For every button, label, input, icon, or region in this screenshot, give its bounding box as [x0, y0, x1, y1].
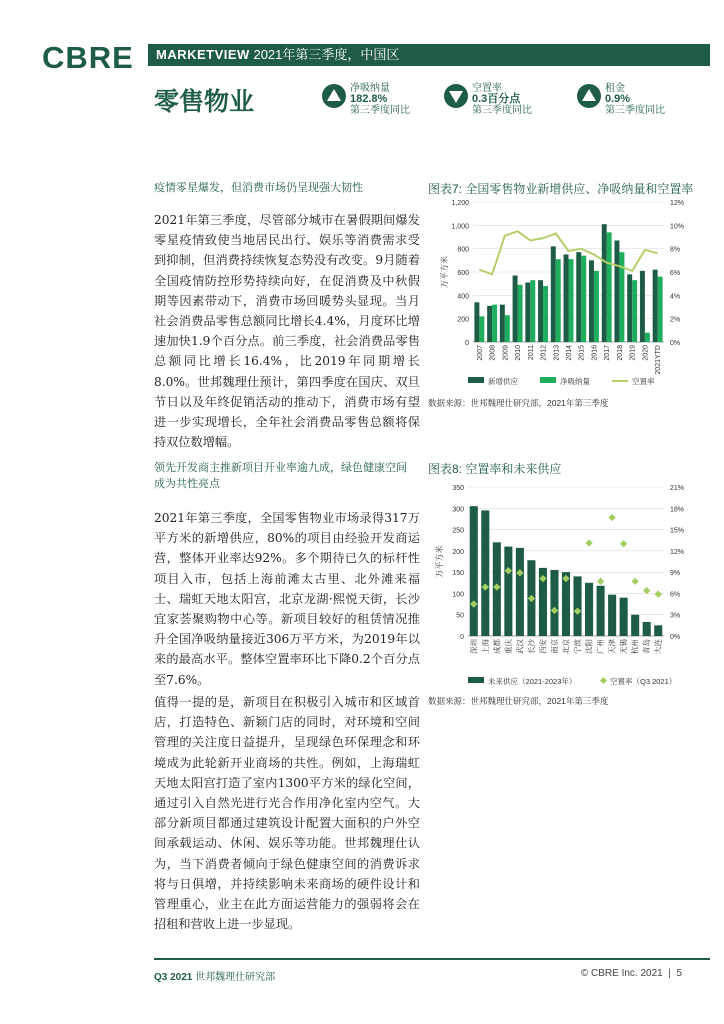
- x-tick-label: 2016: [591, 345, 599, 361]
- x-tick-label: 天津: [607, 639, 617, 654]
- y-tick-label: 1,000: [451, 223, 469, 231]
- bar-未来供应（2021-2023年）: [516, 548, 524, 636]
- y2-tick-label: 15%: [670, 527, 685, 535]
- kpi-label: 租金: [605, 83, 625, 94]
- up-arrow-icon: [322, 84, 346, 108]
- point-空置率（Q3 2021）: [608, 514, 615, 521]
- y2-tick-label: 0%: [670, 340, 681, 347]
- y2-tick-label: 12%: [670, 548, 685, 556]
- chart7-source: 数据来源：世邦魏理仕研究部，2021年第三季度: [428, 398, 609, 408]
- x-tick-label: 2013: [553, 345, 561, 361]
- bar-未来供应（2021-2023年）: [470, 506, 478, 636]
- bar-未来供应（2021-2023年）: [481, 510, 489, 636]
- bar-新增供应: [513, 276, 518, 343]
- x-tick-label: 2010: [515, 345, 523, 361]
- bar-新增供应: [653, 270, 658, 342]
- y-tick-label: 50: [456, 612, 464, 620]
- y-tick-label: 600: [457, 270, 469, 277]
- legend-label: 净吸纳量: [560, 377, 590, 386]
- up-arrow-icon: [577, 84, 601, 108]
- x-tick-label: 2012: [540, 345, 548, 361]
- y2-tick-label: 18%: [670, 506, 685, 514]
- footer-copyright: © CBRE Inc. 2021: [580, 968, 663, 979]
- bar-新增供应: [627, 274, 632, 342]
- x-tick-label: 沈阳: [584, 639, 594, 654]
- x-tick-label: 2019: [629, 345, 637, 361]
- bar-净吸纳量: [581, 256, 586, 342]
- legend-swatch: [468, 377, 484, 383]
- point-空置率（Q3 2021）: [655, 590, 662, 597]
- bar-未来供应（2021-2023年）: [620, 598, 628, 636]
- y-axis-label: 万平方米: [435, 545, 444, 578]
- x-tick-label: 2021YTD: [655, 345, 663, 375]
- section1-heading: 疫情零星爆发，但消费市场仍呈现强大韧性: [154, 182, 363, 194]
- y2-tick-label: 4%: [670, 293, 681, 301]
- x-tick-label: 2009: [502, 345, 510, 361]
- bar-未来供应（2021-2023年）: [597, 586, 605, 636]
- y-tick-label: 200: [452, 548, 464, 556]
- bar-净吸纳量: [556, 259, 561, 342]
- bar-净吸纳量: [632, 280, 637, 342]
- y-tick-label: 300: [452, 506, 464, 514]
- chart7-svg: [428, 194, 710, 390]
- y2-tick-label: 8%: [670, 246, 681, 254]
- bar-未来供应（2021-2023年）: [504, 547, 512, 636]
- x-tick-label: 2007: [476, 345, 484, 361]
- x-tick-label: 大连: [653, 639, 663, 654]
- legend-label: 新增供应: [488, 377, 518, 386]
- legend-swatch: [600, 677, 607, 684]
- section2-paragraph-2: 值得一提的是，新项目在积极引入城市和区域首店，打造特色、新颖门店的同时，对环境和空间管理的关注度日益提升，呈现绿色环保理念和环境成为此轮新开业商场的共性。例如，上海瑞虹天地太阳宫打造了室内1300平方米的绿化空间，通过引入自然光进行光合作用净化室内空气。大部分新项目都通过建筑设计配置大面积的户外空间承载运动、休闲、娱乐等功能。世邦魏理仕认为，当下消费者倾向于绿色健康空间的消费诉求将与日俱增，并持续影响未来商场的硬件设计和管理重心，业主在此方面运营能力的强弱将会在招租和营收上进一步显现。: [154, 695, 420, 932]
- bar-未来供应（2021-2023年）: [643, 622, 651, 636]
- bar-净吸纳量: [645, 333, 650, 342]
- y-tick-label: 0: [465, 340, 469, 347]
- point-空置率（Q3 2021）: [585, 539, 592, 546]
- bar-新增供应: [487, 306, 492, 342]
- legend-label: 空置率（Q3 2021）: [610, 677, 677, 686]
- x-tick-label: 武汉: [515, 639, 525, 654]
- down-arrow-icon: [444, 84, 468, 108]
- x-tick-label: 广州: [596, 639, 606, 654]
- point-空置率（Q3 2021）: [597, 578, 604, 585]
- bar-净吸纳量: [569, 259, 574, 342]
- section2-heading: 领先开发商主推新项目开业率逾九成，绿色健康空间成为共性亮点: [154, 462, 407, 490]
- cbre-logo: CBRE: [42, 40, 134, 75]
- x-tick-label: 南京: [549, 639, 559, 654]
- kpi-sub: 第三季度同比: [350, 105, 410, 116]
- bar-净吸纳量: [530, 280, 535, 342]
- kpi-value: 0.3百分点: [472, 93, 521, 105]
- chart8-source: 数据来源：世邦魏理仕研究部，2021年第三季度: [428, 696, 609, 706]
- bar-未来供应（2021-2023年）: [585, 583, 593, 636]
- section1-paragraph: 2021年第三季度，尽管部分城市在暑假期间爆发零星疫情致使当地居民出行、娱乐等消费需求受到抑制，但消费持续恢复态势没有改变。9月随着全国疫情防控形势持续向好，在促消费及中秋假期等因素带动下，消费市场回暖势头显现。当月社会消费品零售总额同比增长4.4%，月度环比增速加快1.9个百分点。前三季度，社会消费品零售总额同比增长16.4%，比2019年同期增长8.0%。世邦魏理仕预计，第四季度在国庆、双旦节日以及年终促销活动的推动下，消费市场有望进一步实现增长，全年社会消费品零售总额将保持双位数增幅。: [154, 213, 420, 450]
- x-tick-label: 2011: [527, 345, 535, 361]
- bar-新增供应: [500, 305, 505, 342]
- x-tick-label: 上海: [480, 639, 490, 654]
- bar-新增供应: [640, 271, 645, 342]
- bar-净吸纳量: [518, 285, 523, 342]
- x-tick-label: 西安: [538, 639, 548, 654]
- y2-tick-label: 9%: [670, 570, 681, 578]
- x-tick-label: 杭州: [630, 639, 640, 654]
- chart8-svg: [428, 478, 710, 690]
- footer-left: [154, 968, 275, 983]
- page-title: 零售物业: [154, 88, 255, 116]
- legend-label: 未来供应（2021-2023年）: [488, 677, 577, 686]
- x-tick-label: 成都: [492, 639, 502, 654]
- y-tick-label: 350: [452, 485, 464, 492]
- marketview-bar: [148, 44, 710, 66]
- x-tick-label: 重庆: [503, 639, 513, 654]
- bar-新增供应: [614, 241, 619, 343]
- y2-tick-label: 10%: [670, 223, 685, 231]
- kpi-label: 净吸纳量: [350, 83, 390, 94]
- bar-净吸纳量: [543, 286, 548, 342]
- legend-swatch: [468, 677, 484, 683]
- bar-新增供应: [589, 260, 594, 342]
- x-tick-label: 青岛: [642, 639, 652, 654]
- bar-新增供应: [602, 224, 607, 342]
- report-title: 2021年第三季度，中国区: [253, 47, 400, 62]
- y2-tick-label: 6%: [670, 270, 681, 277]
- y2-tick-label: 2%: [670, 316, 681, 324]
- bar-新增供应: [564, 255, 569, 343]
- bar-净吸纳量: [479, 316, 484, 342]
- kpi-sub: 第三季度同比: [472, 105, 532, 116]
- page-number: 5: [676, 968, 682, 979]
- bar-未来供应（2021-2023年）: [654, 625, 662, 636]
- point-空置率（Q3 2021）: [631, 578, 638, 585]
- footer-quarter: Q3 2021: [154, 972, 193, 983]
- bar-新增供应: [525, 283, 530, 343]
- bar-未来供应（2021-2023年）: [550, 570, 558, 636]
- y-tick-label: 1,200: [451, 200, 469, 207]
- marketview-label: MARKETVIEW: [156, 47, 250, 62]
- y2-tick-label: 3%: [670, 612, 681, 620]
- bar-新增供应: [576, 252, 581, 342]
- y-axis-label: 万平方米: [440, 256, 449, 288]
- y2-tick-label: 12%: [670, 200, 685, 207]
- x-tick-label: 2018: [616, 345, 624, 361]
- footer-right: © CBRE Inc. 2021 | 5: [580, 968, 682, 979]
- kpi-value: 182.8%: [350, 93, 388, 105]
- kpi-sub: 第三季度同比: [605, 105, 665, 116]
- bar-净吸纳量: [607, 232, 612, 342]
- bar-未来供应（2021-2023年）: [608, 595, 616, 636]
- section2-paragraph-1: 2021年第三季度，全国零售物业市场录得317万平方米的新增供应，80%的项目由经验开发商运营，整体开业率达92%。多个期待已久的标杆性项目入市，包括上海前滩太古里、北外滩来福士、瑞虹天地太阳宫，北京龙湖·熙悦天街，长沙宜家荟聚购物中心等。新项目较好的租赁情况推升全国净吸纳量接近306万平方米，为2019年以来的最高水平。整体空置率环比下降0.2个百分点至7.6%。: [154, 511, 420, 687]
- kpi-value: 0.9%: [605, 93, 631, 105]
- bar-净吸纳量: [492, 305, 497, 342]
- y-tick-label: 200: [457, 316, 469, 324]
- x-tick-label: 无锡: [619, 639, 629, 654]
- point-空置率（Q3 2021）: [620, 540, 627, 547]
- y2-tick-label: 6%: [670, 591, 681, 599]
- y-tick-label: 800: [457, 246, 469, 254]
- y-tick-label: 150: [452, 570, 464, 578]
- x-tick-label: 2020: [642, 345, 650, 361]
- y-tick-label: 400: [457, 293, 469, 301]
- bar-净吸纳量: [594, 271, 599, 342]
- x-tick-label: 长沙: [526, 639, 536, 654]
- bar-新增供应: [538, 280, 543, 342]
- y2-tick-label: 0%: [670, 634, 681, 641]
- legend-swatch: [540, 377, 556, 383]
- chart8-title: 图表8: 空置率和未来供应: [428, 462, 562, 476]
- kpi-label: 空置率: [472, 83, 502, 94]
- bar-新增供应: [474, 302, 479, 342]
- bar-净吸纳量: [658, 277, 663, 342]
- x-tick-label: 2015: [578, 345, 586, 361]
- x-tick-label: 北京: [561, 639, 571, 654]
- footer-divider: [154, 958, 710, 960]
- x-tick-label: 2017: [604, 345, 612, 361]
- y-tick-label: 0: [460, 634, 464, 641]
- legend-label: 空置率: [632, 377, 655, 386]
- y-tick-label: 250: [452, 527, 464, 535]
- bar-新增供应: [551, 246, 556, 342]
- bar-净吸纳量: [505, 315, 510, 342]
- x-tick-label: 2014: [566, 345, 573, 361]
- bar-未来供应（2021-2023年）: [573, 576, 581, 636]
- y2-tick-label: 21%: [670, 485, 685, 492]
- x-tick-label: 2008: [489, 345, 497, 361]
- chart7-title: 图表7: 全国零售物业新增供应、净吸纳量和空置率: [428, 182, 694, 196]
- bar-未来供应（2021-2023年）: [631, 615, 639, 636]
- x-tick-label: 深圳: [469, 639, 479, 654]
- footer-dept: 世邦魏理仕研究部: [195, 972, 276, 983]
- y-tick-label: 100: [452, 591, 464, 599]
- x-tick-label: 宁波: [573, 639, 583, 654]
